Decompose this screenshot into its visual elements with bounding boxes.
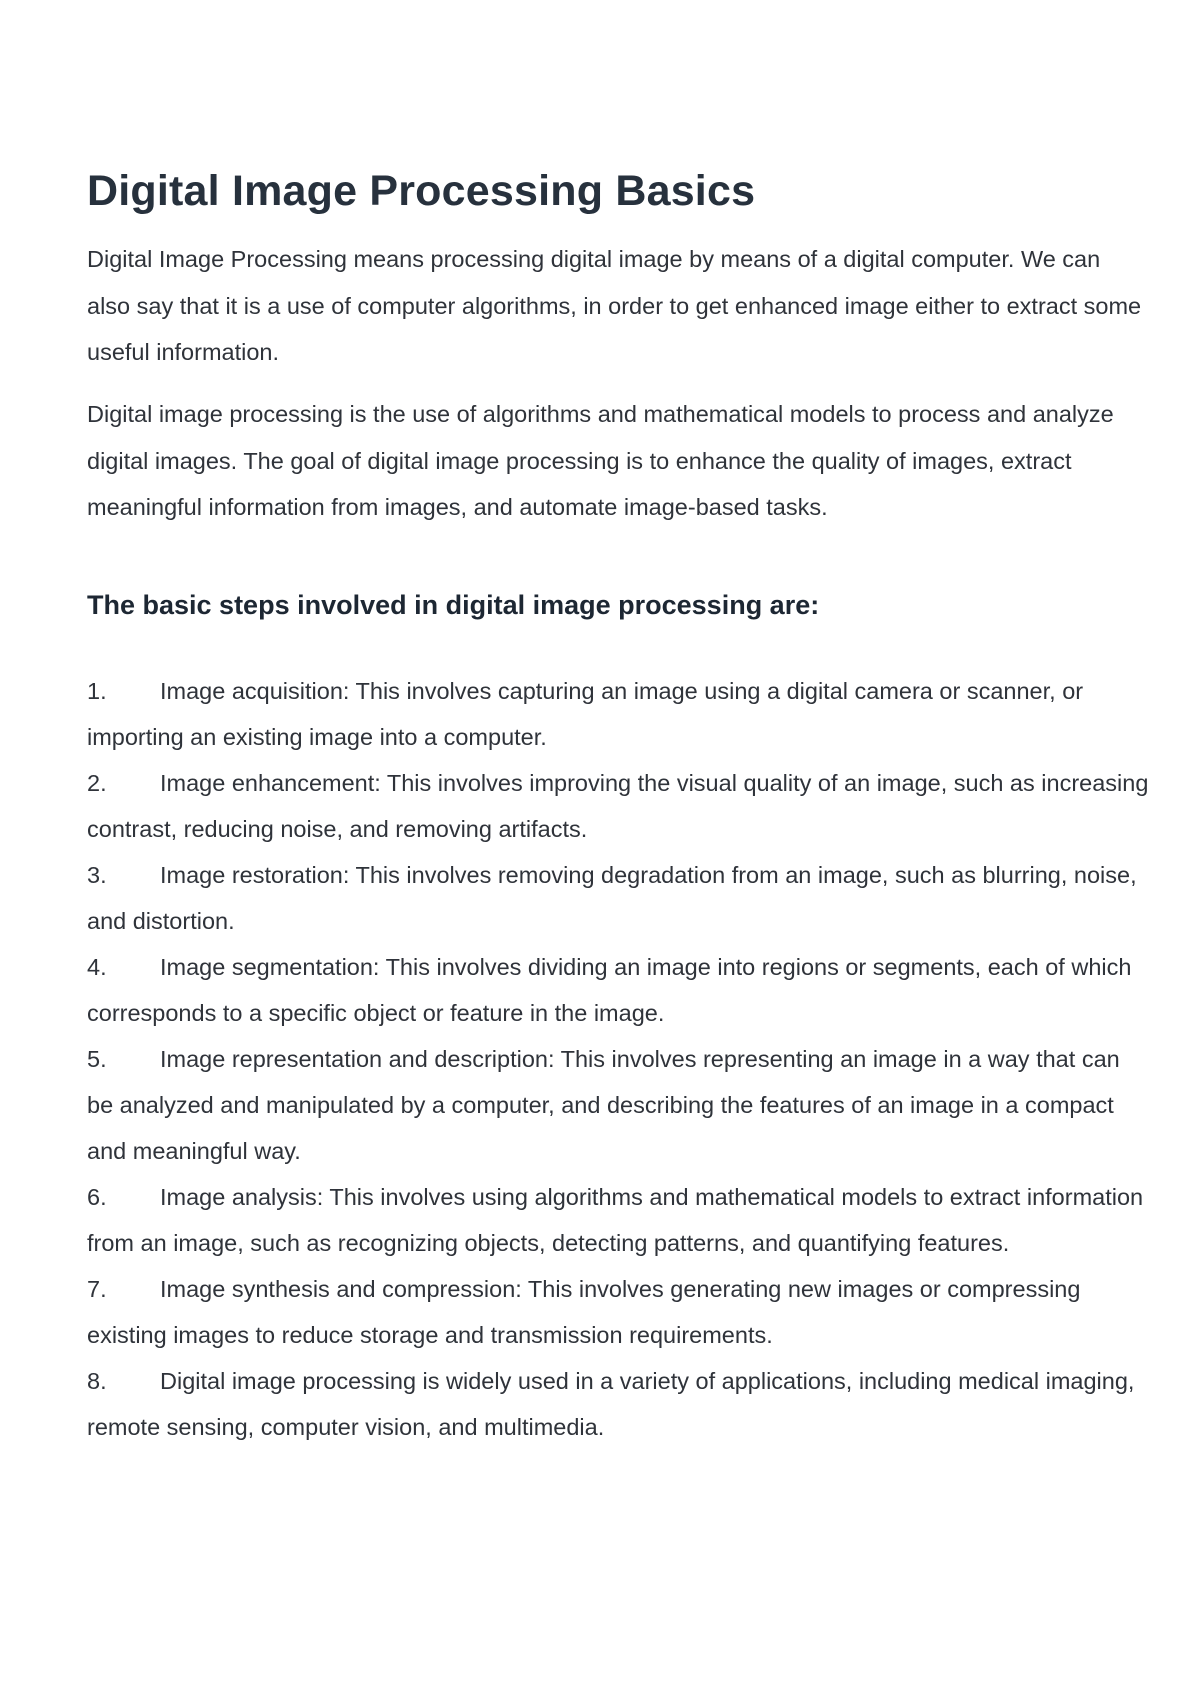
list-item-number: 4. <box>87 954 107 980</box>
list-item-number: 6. <box>87 1184 107 1210</box>
list-item <box>87 668 1149 760</box>
list-item <box>87 852 1149 944</box>
list-item <box>87 1266 1149 1358</box>
list-item-text: Image acquisition: This involves capturing an image using a digital camera or scanner, or importing an existing image into a computer. <box>87 678 1084 750</box>
list-item-text: Image synthesis and compression: This involves generating new images or compressing existing images to reduce storage and transmission requirements. <box>87 1276 1081 1348</box>
list-item-text: Image representation and description: This involves representing an image in a way that can be analyzed and manipulated by a computer, and describing the features of an image in a compact and meaningful way. <box>87 1046 1120 1164</box>
steps-list <box>87 668 1149 1450</box>
list-item <box>87 1174 1149 1266</box>
list-item <box>87 760 1149 852</box>
description-paragraph: Digital image processing is the use of algorithms and mathematical models to process and analyze digital images. The goal of digital image processing is to enhance the quality of images, extract meaningful information from images, and automate image-based tasks. <box>87 401 1114 520</box>
list-item-number: 8. <box>87 1368 107 1394</box>
list-item-number: 5. <box>87 1046 107 1072</box>
intro-paragraph: Digital Image Processing means processing digital image by means of a digital computer. We can also say that it is a use of computer algorithms, in order to get enhanced image either to extract some useful information. <box>87 246 1142 365</box>
list-item <box>87 1358 1149 1450</box>
list-item-text: Image enhancement: This involves improving the visual quality of an image, such as increasing contrast, reducing noise, and removing artifacts. <box>87 770 1149 842</box>
list-item-number: 3. <box>87 862 107 888</box>
steps-heading: The basic steps involved in digital image processing are: <box>87 590 820 620</box>
list-item-text: Digital image processing is widely used in a variety of applications, including medical imaging, remote sensing, computer vision, and multimedia. <box>87 1368 1135 1440</box>
list-item <box>87 1036 1149 1174</box>
list-item-text: Image segmentation: This involves dividing an image into regions or segments, each of which corresponds to a specific object or feature in the image. <box>87 954 1132 1026</box>
list-item-text: Image analysis: This involves using algorithms and mathematical models to extract information from an image, such as recognizing objects, detecting patterns, and quantifying features. <box>87 1184 1144 1256</box>
page-title: Digital Image Processing Basics <box>87 167 756 215</box>
list-item-number: 7. <box>87 1276 107 1302</box>
list-item-text: Image restoration: This involves removing degradation from an image, such as blurring, noise, and distortion. <box>87 862 1137 934</box>
list-item-number: 2. <box>87 770 107 796</box>
list-item-number: 1. <box>87 678 107 704</box>
list-item <box>87 944 1149 1036</box>
